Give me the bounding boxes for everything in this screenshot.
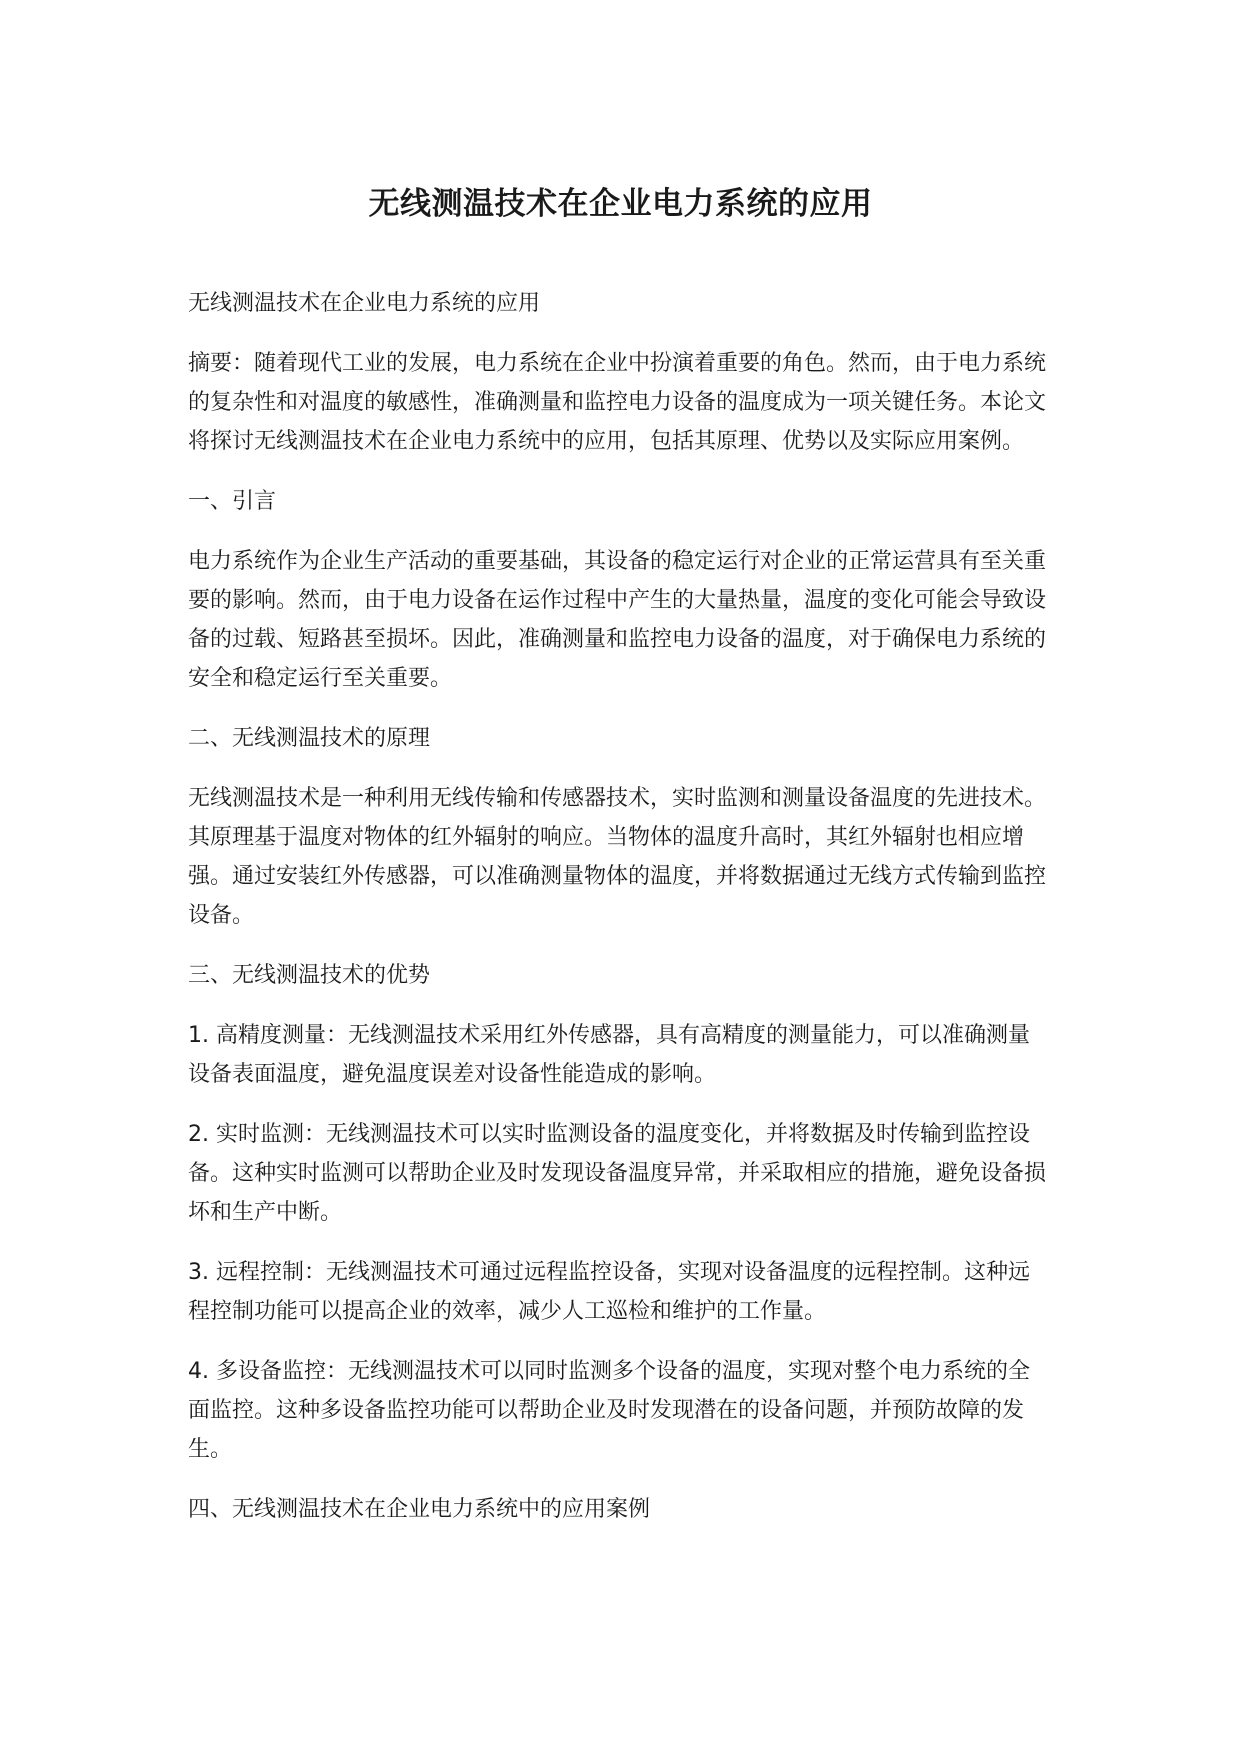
subtitle-paragraph: 无线测温技术在企业电力系统的应用 — [188, 291, 541, 316]
abstract-paragraph: 摘要：随着现代工业的发展，电力系统在企业中扮演着重要的角色。然而，由于电力系统的复杂性和对温度的敏感性，准确测量和监控电力设备的温度成为一项关键任务。本论文将探讨无线测温技术在企业电力系统中的应用，包括其原理、优势以及实际应用案例。 — [188, 351, 1047, 454]
section-heading-introduction: 一、引言 — [188, 489, 277, 514]
section-heading-principle: 二、无线测温技术的原理 — [188, 726, 431, 751]
section-heading-cases: 四、无线测温技术在企业电力系统中的应用案例 — [188, 1497, 651, 1522]
advantage-item: 3. 远程控制：无线测温技术可通过远程监控设备，实现对设备温度的远程控制。这种远程控制功能可以提高企业的效率，减少人工巡检和维护的工作量。 — [188, 1260, 1030, 1324]
advantage-item: 2. 实时监测：无线测温技术可以实时监测设备的温度变化，并将数据及时传输到监控设备。这种实时监测可以帮助企业及时发现设备温度异常，并采取相应的措施，避免设备损坏和生产中断。 — [188, 1122, 1047, 1225]
document-title: 无线测温技术在企业电力系统的应用 — [368, 186, 873, 222]
document-body — [188, 284, 1050, 1550]
section-heading-advantages: 三、无线测温技术的优势 — [188, 963, 431, 988]
introduction-paragraph: 电力系统作为企业生产活动的重要基础，其设备的稳定运行对企业的正常运营具有至关重要的影响。然而，由于电力设备在运作过程中产生的大量热量，温度的变化可能会导致设备的过载、短路甚至损坏。因此，准确测量和监控电力设备的温度，对于确保电力系统的安全和稳定运行至关重要。 — [188, 549, 1047, 691]
advantage-item: 1. 高精度测量：无线测温技术采用红外传感器，具有高精度的测量能力，可以准确测量设备表面温度，避免温度误差对设备性能造成的影响。 — [188, 1023, 1030, 1087]
principle-paragraph: 无线测温技术是一种利用无线传输和传感器技术，实时监测和测量设备温度的先进技术。其原理基于温度对物体的红外辐射的响应。当物体的温度升高时，其红外辐射也相应增强。通过安装红外传感器，可以准确测量物体的温度，并将数据通过无线方式传输到监控设备。 — [188, 786, 1047, 928]
advantage-item: 4. 多设备监控：无线测温技术可以同时监测多个设备的温度，实现对整个电力系统的全面监控。这种多设备监控功能可以帮助企业及时发现潜在的设备问题，并预防故障的发生。 — [188, 1359, 1030, 1462]
